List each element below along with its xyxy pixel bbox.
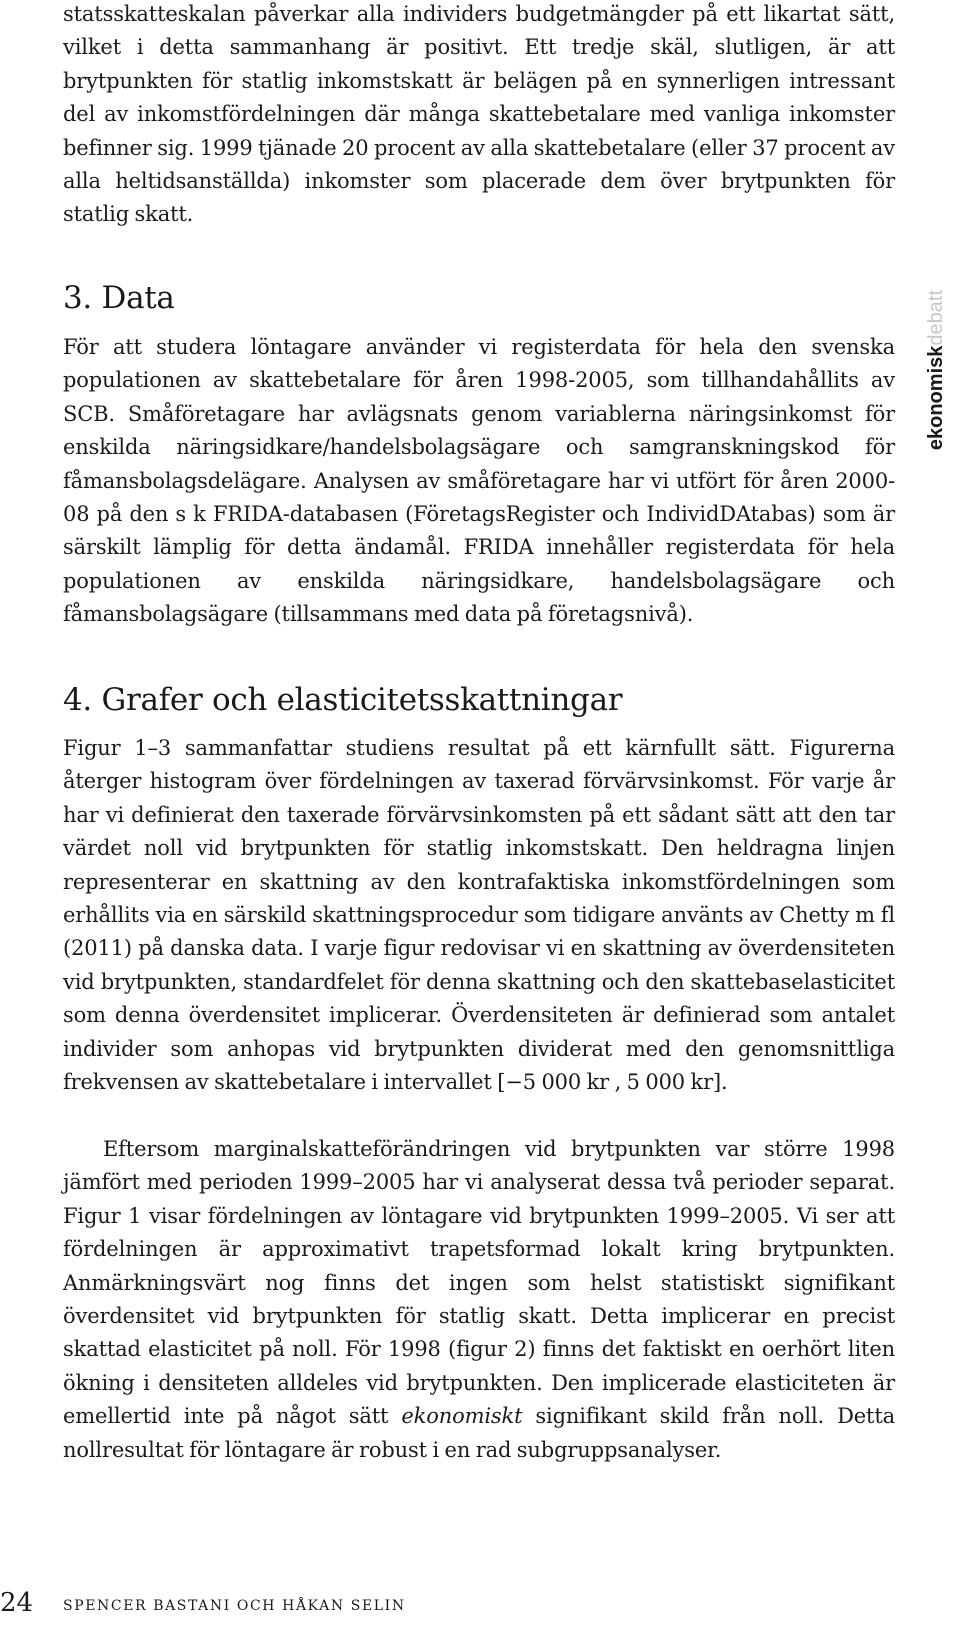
section-4-heading: 4. Grafer och elasticitetsskattningar [63, 682, 623, 718]
journal-sidebar-label [925, 290, 948, 450]
section-3-paragraph: För att studera löntagare använder vi registerdata för hela den svenska populationen av skattebetalare för åren 1998-2005, som tillhandahållits av SCB. Småföretagare har avlägsnats genom variablerna näringsinkomst för enskilda näringsidkare/handelsbolagsägare och samgranskningskod för fåmansbolagsdelägare. Analysen av småföretagare har vi utfört för åren 2000-08 på den s k FRIDA-databasen (FöretagsRegister och IndividDAtabas) som är särskilt lämplig för detta ändamål. FRIDA innehåller registerdata för hela populationen av enskilda näringsidkare, handelsbolagsägare och fåmansbolagsägare (tillsammans med data på företagsnivå). [63, 335, 895, 627]
paragraph-2-text-end: signifikant skild från noll. Detta nollresultat för löntagare är robust i en rad subgruppsanalyser. [63, 1404, 895, 1462]
section-4-paragraph-1: Figur 1–3 sammanfattar studiens resultat på ett kärnfullt sätt. Figurerna återger histogram över fördelningen av taxerad förvärvsinkomst. För varje år har vi definierat den taxerade förvärvsinkomsten på ett sådant sätt att den tar värdet noll vid brytpunkten för statlig inkomstskatt. Den heldragna linjen representerar en skattning av den kontrafaktiska inkomstfördelningen som erhållits via en särskild skattningsprocedur som tidigare använts av Chetty m fl (2011) på danska data. I varje figur redovisar vi en skattning av överdensiteten vid brytpunkten, standardfelet för denna skattning och den skattebaselasticitet som denna överdensitet implicerar. Överdensiteten är definierad som antalet individer som anhopas vid brytpunkten dividerat med den genomsnittliga frekvensen av skattebetalare i intervallet [−5 000 kr , 5 000 kr]. [63, 736, 895, 1095]
paragraph-2-italic-word: ekonomiskt [401, 1404, 523, 1429]
section-4-paragraph-2 [63, 1133, 895, 1467]
running-footer-authors: SPENCER BASTANI OCH HÅKAN SELIN [63, 1598, 406, 1614]
journal-name-light: debatt [925, 290, 947, 346]
intro-paragraph: statsskatteskalan påverkar alla individers budgetmängder på ett likartat sätt, vilket i detta sammanhang är positivt. Ett tredje skäl, slutligen, är att brytpunkten för statlig inkomstskatt är belägen på en synnerligen intressant del av inkomstfördelningen där många skattebetalare med vanliga inkomster befinner sig. 1999 tjänade 20 procent av alla skattebetalare (eller 37 procent av alla heltidsanställda) inkomster som placerade dem över brytpunkten för statlig skatt. [63, 2, 895, 227]
page-number: 24 [0, 1588, 34, 1618]
paragraph-2-text-start: Eftersom marginalskatteförändringen vid brytpunkten var större 1998 jämfört med perioden 1999–2005 har vi analyserat dessa två perioder separat. Figur 1 visar fördelningen av löntagare vid brytpunkten 1999–2005. Vi ser att fördelningen är approximativt trapetsformad lokalt kring brytpunkten. Anmärkningsvärt nog finns det ingen som helst statistiskt signifikant överdensitet vid brytpunkten för statlig skatt. Detta implicerar en precist skattad elasticitet på noll. För 1998 (figur 2) finns det faktiskt en oerhört liten ökning i densiteten alldeles vid brytpunkten. Den implicerade elasticiteten är emellertid inte på något sätt [63, 1137, 895, 1429]
journal-name-dark: ekonomisk [925, 345, 947, 451]
section-3-heading: 3. Data [63, 280, 175, 316]
